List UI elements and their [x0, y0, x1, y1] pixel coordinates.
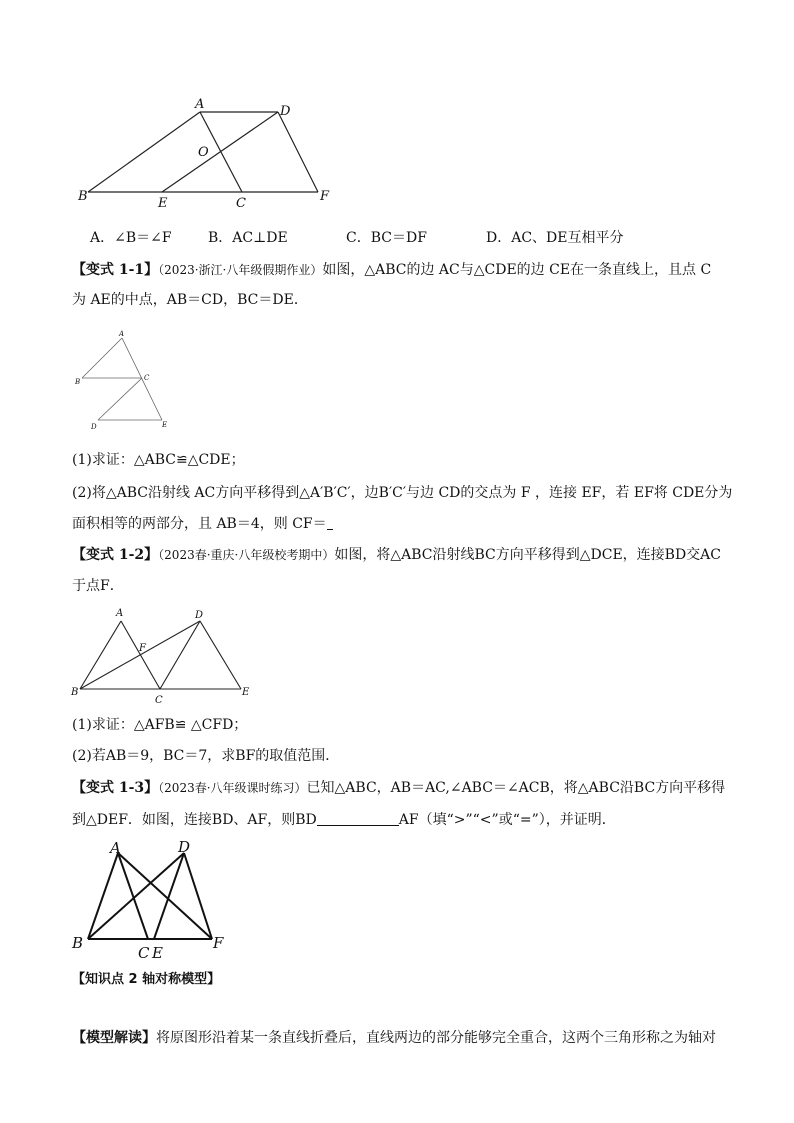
label-B: B [75, 378, 81, 386]
figure-v11-triangles [74, 328, 174, 434]
model-text: 将原图形沿着某一条直线折叠后，直线两边的部分能够完全重合，这两个三角形称之为轴对 [156, 1030, 716, 1046]
v13-stem-text-b: AF（填“>”“<”或“=”），并证明． [398, 812, 616, 828]
label-E: E [158, 196, 168, 210]
v11-tag: 【变式 1-1】 [72, 262, 159, 278]
answer-blank[interactable] [317, 811, 399, 826]
label-C: C [236, 196, 246, 210]
label-D: D [91, 423, 97, 431]
option-d: D．AC、DE互相平分 [486, 230, 624, 246]
segment-DE [162, 112, 278, 192]
figure-v13-triangles [66, 835, 236, 965]
v13-tag: 【变式 1-3】 [72, 780, 159, 796]
v12-tag: 【变式 1-2】 [72, 547, 159, 563]
label-E: E [242, 687, 250, 698]
v13-stem-text-a: 到△DEF．如图，连接BD、AF，则BD [72, 812, 317, 828]
label-B: B [78, 189, 88, 204]
v11-question2-line2 [72, 514, 732, 534]
segment-AB [88, 112, 200, 192]
v11-heading [72, 260, 732, 280]
label-B: B [72, 934, 84, 952]
v11-question2-line1: (2)将△ABC沿射线 AC方向平移得到△A′B′C′，边B′C′与边 CD的交点为 F ，连接 EF，若 EF将 CDE分为 [72, 485, 733, 501]
v11-stem-line1: 如图，△ABC的边 AC与△CDE的边 CE在一条直线上，且点 C [322, 262, 712, 278]
v12-question2: (2)若AB＝9，BC＝7，求BF的取值范围． [72, 748, 340, 764]
label-A: A [119, 330, 125, 338]
label-A: A [110, 839, 121, 857]
label-D: D [195, 610, 204, 621]
segment-DF [278, 112, 318, 192]
label-E: E [152, 944, 163, 962]
label-F: F [320, 189, 330, 204]
label-A: A [116, 608, 124, 619]
v13-stem-line2 [72, 810, 732, 830]
model-tag: 【模型解读】 [72, 1030, 156, 1046]
option-c: C．BC＝DF [346, 230, 427, 246]
label-B: B [71, 687, 79, 698]
label-E: E [162, 421, 168, 429]
v11-source: （2023·浙江·八年级假期作业） [158, 263, 323, 277]
v12-heading [72, 545, 732, 565]
model-explanation [72, 1028, 732, 1048]
v12-source: （2023春·重庆·八年级校考期中） [158, 548, 335, 562]
label-C: C [144, 374, 150, 382]
label-D: D [178, 838, 191, 856]
v13-stem-line1: 已知△ABC，AB＝AC,∠ABC＝∠ACB，将△ABC沿BC方向平移得 [306, 780, 726, 796]
label-C: C [155, 695, 163, 706]
label-F: F [139, 643, 146, 654]
label-D: D [280, 104, 291, 119]
v12-stem-line1: 如图，将△ABC沿射线BC方向平移得到△DCE，连接BD交AC [334, 547, 721, 563]
v11-question2-text: 面积相等的两部分，且 AB＝4，则 CF＝ [72, 516, 327, 532]
v13-source: （2023春·八年级课时练习） [158, 781, 307, 795]
v12-question1: (1)求证：△AFB≌ △CFD； [72, 717, 248, 733]
v12-stem-line2: 于点F． [72, 578, 124, 594]
v11-question1: (1)求证：△ABC≌△CDE； [72, 452, 245, 468]
figure-v12-triangles [66, 603, 266, 708]
option-b: B．AC⊥DE [208, 230, 288, 246]
label-F: F [213, 934, 224, 952]
figure-parallelogram [74, 95, 344, 210]
v13-heading [72, 778, 732, 798]
label-A: A [195, 97, 205, 112]
label-C: C [138, 944, 150, 962]
knowledge-point-title: 【知识点 2 轴对称模型】 [72, 972, 221, 987]
v11-stem-line2: 为 AE的中点，AB＝CD，BC＝DE． [72, 292, 308, 308]
option-a: A．∠B＝∠F [90, 230, 172, 246]
answer-blank[interactable] [327, 515, 333, 530]
label-O: O [198, 145, 209, 160]
